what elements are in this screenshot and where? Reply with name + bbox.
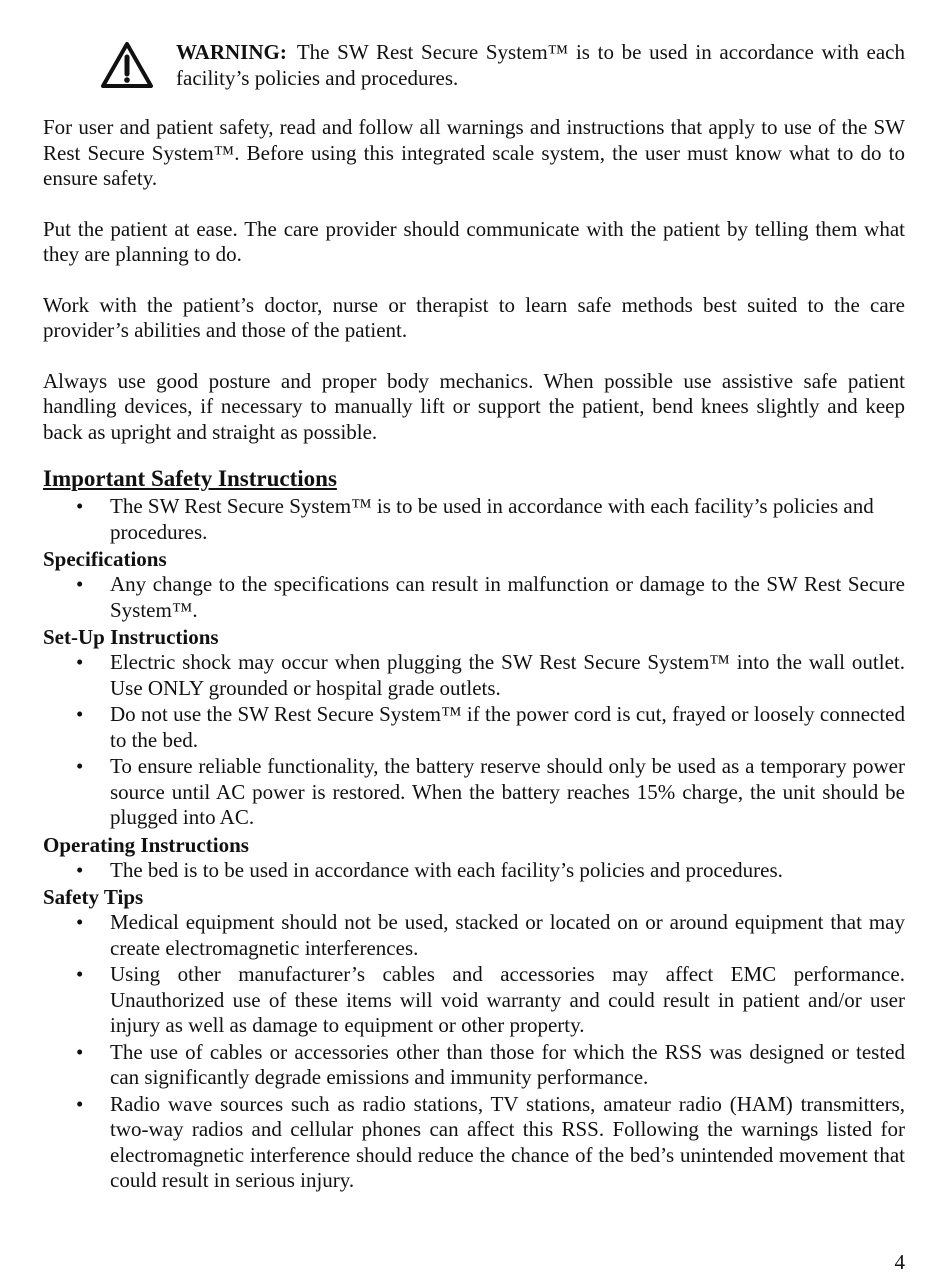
list-item: • The use of cables or accessories other than those for which the RSS was designed or tested can significantly degrade emissions and immunity performance. (43, 1040, 905, 1091)
intro-paragraph: For user and patient safety, read and follow all warnings and instructions that apply to use of the SW Rest Secure System™. Before using this integrated scale system, the user must know what to do to ensure safety. (43, 115, 905, 190)
warning-block (43, 40, 905, 91)
operating-heading: Operating Instructions (43, 832, 249, 857)
warning-text: The SW Rest Secure System™ is to be used in accordance with each facility’s policies and procedures. (176, 40, 905, 90)
important-safety-list (43, 494, 905, 545)
body-mechanics-paragraph: Always use good posture and proper body mechanics. When possible use assistive safe patient handling devices, if necessary to manually lift or support the patient, bend knees slightly and keep back as upright and straight as possible. (43, 368, 905, 444)
list-item: • Medical equipment should not be used, stacked or located on or around equipment that may create electromagnetic interferences. (43, 910, 905, 961)
warning-triangle-icon (100, 41, 154, 89)
list-item: • To ensure reliable functionality, the battery reserve should only be used as a temporary power source until AC power is restored. When the battery reaches 15% charge, the unit should be plugged into AC. (43, 754, 905, 831)
safety-tips-heading: Safety Tips (43, 885, 144, 909)
page-number: 4 (894, 1250, 905, 1274)
patient-ease-paragraph: Put the patient at ease. The care provider should communicate with the patient by telling them what they are planning to do. (43, 216, 905, 266)
list-item: • Using other manufacturer’s cables and accessories may affect EMC performance. Unauthorized use of these items will void warranty and could result in patient and/or user injury as well as damage to equipment or other property. (43, 962, 905, 1039)
setup-list (43, 650, 905, 831)
list-item: • Radio wave sources such as radio stations, TV stations, amateur radio (HAM) transmitters, two-way radios and cellular phones can affect this RSS. Following the warnings listed for electromagnetic interference should reduce the chance of the bed’s unintended movement that could result in serious injury. (43, 1092, 905, 1194)
care-team-paragraph: Work with the patient’s doctor, nurse or therapist to learn safe methods best suited to the care provider’s abilities and those of the patient. (43, 292, 905, 342)
operating-list (43, 858, 905, 884)
list-item: • Do not use the SW Rest Secure System™ if the power cord is cut, frayed or loosely connected to the bed. (43, 702, 905, 753)
specifications-list (43, 572, 905, 623)
list-item: • The SW Rest Secure System™ is to be used in accordance with each facility’s policies and procedures. (43, 494, 905, 545)
list-item: • Electric shock may occur when plugging the SW Rest Secure System™ into the wall outlet. Use ONLY grounded or hospital grade outlets. (43, 650, 905, 701)
document-page (43, 40, 905, 1195)
list-item: • Any change to the specifications can result in malfunction or damage to the SW Rest Secure System™. (43, 572, 905, 623)
important-safety-heading: Important Safety Instructions (43, 466, 337, 491)
safety-tips-list (43, 910, 905, 1194)
setup-heading: Set-Up Instructions (43, 625, 219, 649)
warning-label: WARNING: (176, 40, 287, 64)
list-item: • The bed is to be used in accordance with each facility’s policies and procedures. (43, 858, 905, 884)
specifications-heading: Specifications (43, 547, 167, 571)
